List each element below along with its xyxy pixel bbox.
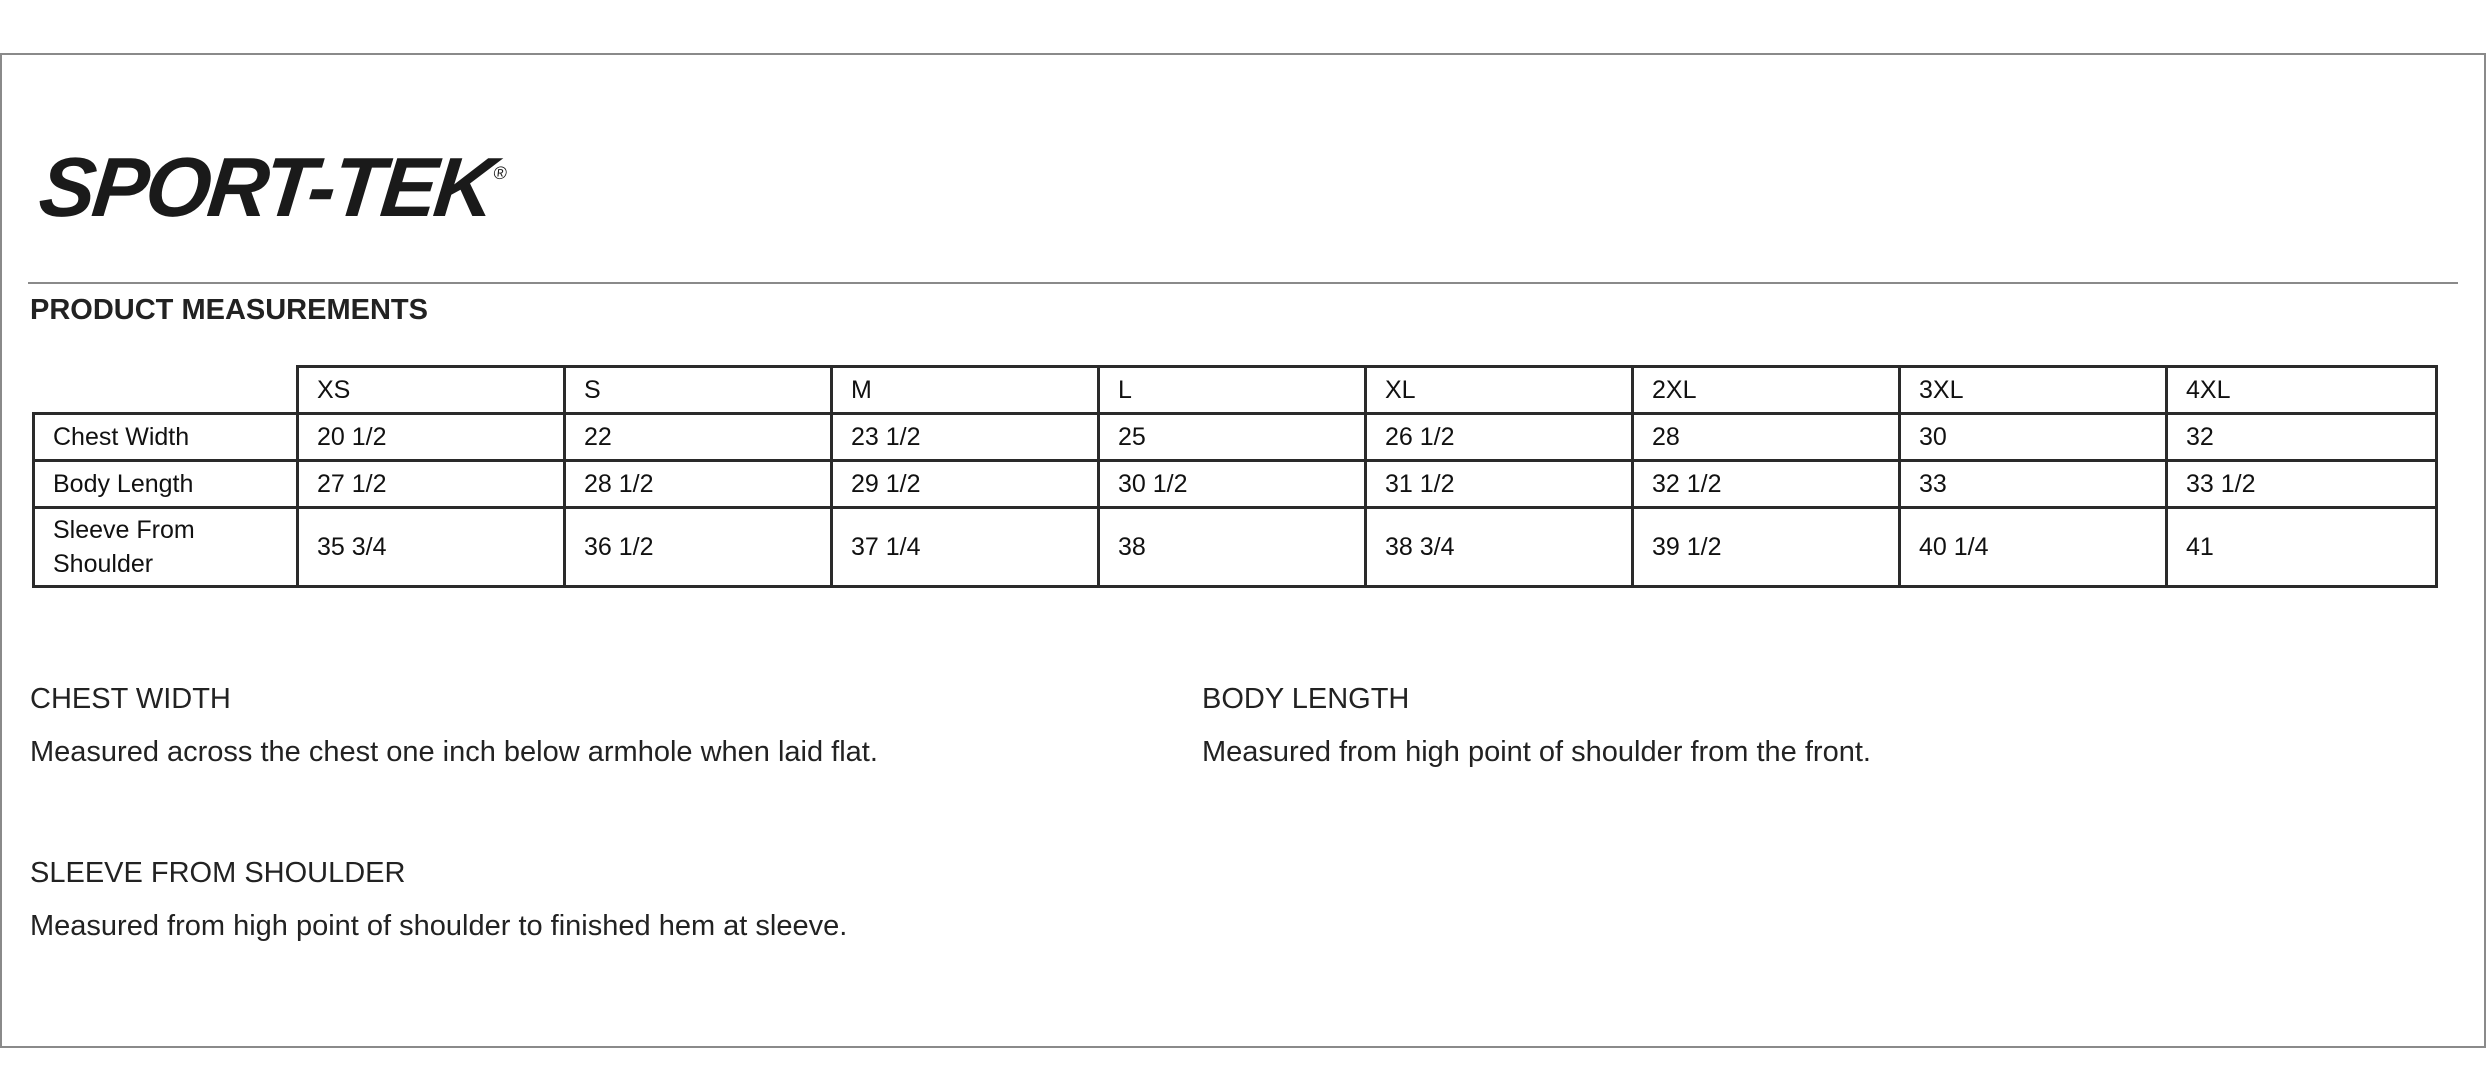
table-row xyxy=(34,508,2437,587)
measurement-cell: 40 1/4 xyxy=(1900,508,2167,587)
sport-tek-logo xyxy=(35,140,510,234)
measurement-cell: 20 1/2 xyxy=(298,414,565,461)
measurement-cell: 37 1/4 xyxy=(832,508,1099,587)
registered-mark: ® xyxy=(492,163,508,183)
size-header: S xyxy=(565,367,832,414)
measurement-cell: 26 1/2 xyxy=(1366,414,1633,461)
corner-cell xyxy=(34,367,298,414)
chest-width-description: Measured across the chest one inch below armhole when laid flat. xyxy=(30,736,878,768)
size-header: 3XL xyxy=(1900,367,2167,414)
row-label: Sleeve From Shoulder xyxy=(34,508,298,587)
row-label: Body Length xyxy=(34,461,298,508)
measurement-cell: 23 1/2 xyxy=(832,414,1099,461)
size-header: M xyxy=(832,367,1099,414)
size-header: XS xyxy=(298,367,565,414)
measurement-cell: 29 1/2 xyxy=(832,461,1099,508)
row-label: Chest Width xyxy=(34,414,298,461)
body-length-description: Measured from high point of shoulder from the front. xyxy=(1202,736,1871,768)
measurement-cell: 28 xyxy=(1633,414,1900,461)
measurement-cell: 41 xyxy=(2167,508,2437,587)
measurement-cell: 33 xyxy=(1900,461,2167,508)
measurement-cell: 32 xyxy=(2167,414,2437,461)
measurement-cell: 30 1/2 xyxy=(1099,461,1366,508)
sleeve-from-shoulder-description: Measured from high point of shoulder to finished hem at sleeve. xyxy=(30,910,848,942)
body-length-heading: BODY LENGTH xyxy=(1202,683,1410,715)
table-row xyxy=(34,414,2437,461)
measurement-cell: 38 3/4 xyxy=(1366,508,1633,587)
measurement-cell: 27 1/2 xyxy=(298,461,565,508)
measurement-cell: 25 xyxy=(1099,414,1366,461)
measurement-cell: 35 3/4 xyxy=(298,508,565,587)
section-title: PRODUCT MEASUREMENTS xyxy=(30,294,428,326)
measurement-cell: 33 1/2 xyxy=(2167,461,2437,508)
measurement-cell: 38 xyxy=(1099,508,1366,587)
size-header: XL xyxy=(1366,367,1633,414)
size-chart-table xyxy=(32,365,2438,588)
size-header: 2XL xyxy=(1633,367,1900,414)
measurement-cell: 39 1/2 xyxy=(1633,508,1900,587)
table-row xyxy=(34,461,2437,508)
header-divider xyxy=(28,282,2458,284)
size-header-row xyxy=(34,367,2437,414)
measurement-cell: 32 1/2 xyxy=(1633,461,1900,508)
measurement-cell: 22 xyxy=(565,414,832,461)
measurement-cell: 28 1/2 xyxy=(565,461,832,508)
sleeve-from-shoulder-heading: SLEEVE FROM SHOULDER xyxy=(30,857,406,889)
measurement-cell: 36 1/2 xyxy=(565,508,832,587)
brand-name: SPORT-TEK xyxy=(35,140,498,234)
size-header: 4XL xyxy=(2167,367,2437,414)
chest-width-heading: CHEST WIDTH xyxy=(30,683,231,715)
size-header: L xyxy=(1099,367,1366,414)
measurement-cell: 31 1/2 xyxy=(1366,461,1633,508)
measurement-cell: 30 xyxy=(1900,414,2167,461)
